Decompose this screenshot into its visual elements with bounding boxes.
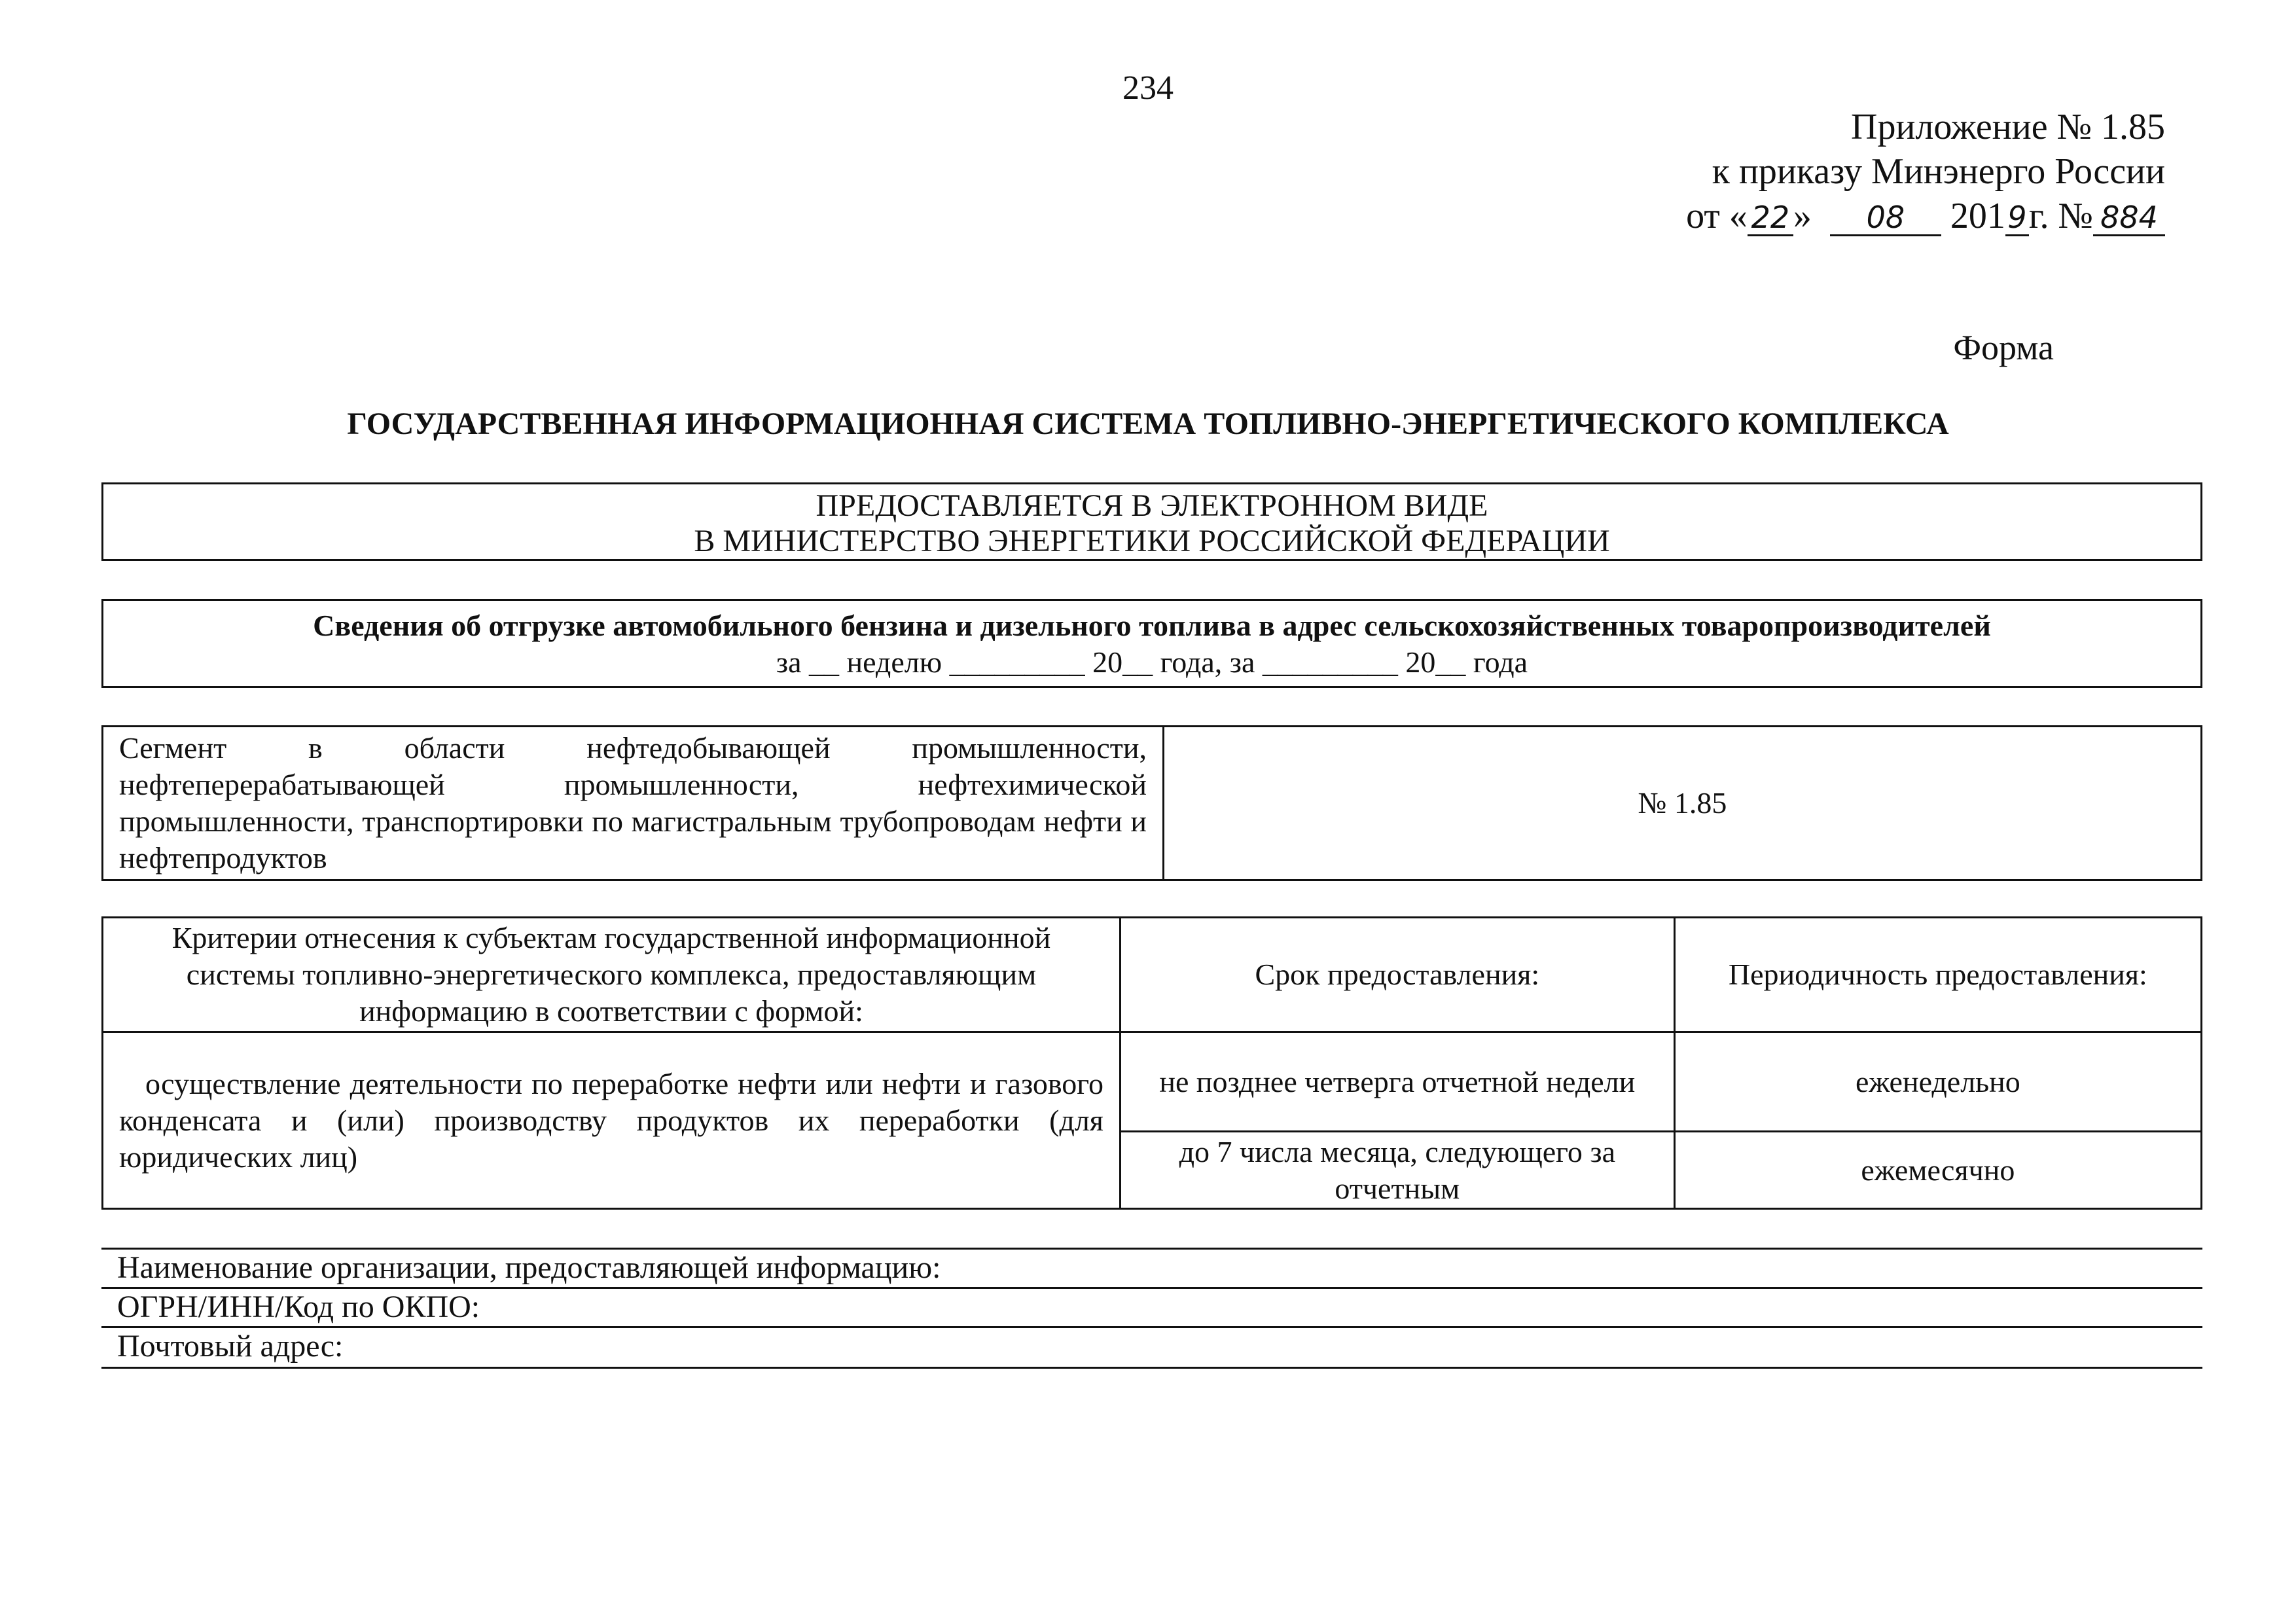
segment-table bbox=[101, 725, 2202, 881]
date-quote-close: » bbox=[1793, 196, 1812, 236]
criterion-text: осуществление деятельности по переработке нефти или нефти и газового конденсата и (или) производству продуктов их переработки (для юридических лиц) bbox=[103, 1032, 1121, 1209]
ogrn-field: ОГРН/ИНН/Код по ОКПО: bbox=[101, 1287, 2202, 1326]
report-title: Сведения об отгрузке автомобильного бензина и дизельного топлива в адрес сельскохозяйственных товаропроизводителей bbox=[313, 609, 1991, 642]
date-year-prefix: 201 bbox=[1950, 196, 2005, 236]
system-title: ГОСУДАРСТВЕННАЯ ИНФОРМАЦИОННАЯ СИСТЕМА ТОПЛИВНО-ЭНЕРГЕТИЧЕСКОГО КОМПЛЕКСА bbox=[347, 406, 1949, 441]
segment-row bbox=[103, 727, 2202, 880]
form-label: Форма bbox=[1953, 328, 2054, 367]
appendix-line-2: к приказу Минэнерго России bbox=[1712, 151, 2165, 192]
segment-description: Сегмент в области нефтедобывающей промышленности, нефтеперерабатывающей промышленности, нефтехимической промышленности, транспортировки по магистральным трубопроводам нефти и нефтепродуктов bbox=[103, 727, 1164, 880]
electronic-line-2: В МИНИСТЕРСТВО ЭНЕРГЕТИКИ РОССИЙСКОЙ ФЕДЕРАЦИИ bbox=[694, 524, 1610, 558]
order-number-handwritten: 884 bbox=[2093, 200, 2165, 236]
appendix-header bbox=[1576, 105, 2165, 238]
form-number: № 1.85 bbox=[1164, 727, 2202, 880]
criteria-header-row bbox=[103, 918, 2202, 1032]
frequency-monthly: ежемесячно bbox=[1674, 1132, 2201, 1209]
appendix-line-3 bbox=[1576, 194, 2165, 238]
date-prefix: от « bbox=[1686, 196, 1748, 236]
electronic-line-1: ПРЕДОСТАВЛЯЕТСЯ В ЭЛЕКТРОННОМ ВИДЕ bbox=[816, 488, 1488, 523]
deadline-weekly: не позднее четверга отчетной недели bbox=[1120, 1032, 1674, 1132]
date-day-handwritten: 22 bbox=[1748, 200, 1793, 236]
org-name-field: Наименование организации, предоставляющей информацию: bbox=[101, 1248, 2202, 1286]
date-month-handwritten: 08 bbox=[1830, 200, 1941, 236]
page-number: 234 bbox=[1122, 69, 1174, 107]
header-deadline: Срок предоставления: bbox=[1120, 918, 1674, 1032]
bottom-rule bbox=[101, 1367, 2202, 1369]
appendix-line-1: Приложение № 1.85 bbox=[1851, 107, 2165, 147]
report-period: за __ неделю _________ 20__ года, за _________ 20__ года bbox=[776, 645, 1528, 679]
table-row bbox=[103, 1032, 2202, 1132]
deadline-monthly: до 7 числа месяца, следующего за отчетным bbox=[1120, 1132, 1674, 1209]
address-field: Почтовый адрес: bbox=[101, 1326, 2202, 1365]
electronic-submission-box bbox=[101, 482, 2202, 561]
header-criteria: Критерии отнесения к субъектам государственной информационной системы топливно-энергетического комплекса, предоставляющим информацию в соответствии с формой: bbox=[103, 918, 1121, 1032]
date-year-handwritten: 9 bbox=[2005, 200, 2029, 236]
criteria-table bbox=[101, 916, 2202, 1210]
frequency-weekly: еженедельно bbox=[1674, 1032, 2201, 1132]
order-number-label: г. № bbox=[2028, 196, 2093, 236]
report-title-box bbox=[101, 599, 2202, 688]
header-frequency: Периодичность предоставления: bbox=[1674, 918, 2201, 1032]
